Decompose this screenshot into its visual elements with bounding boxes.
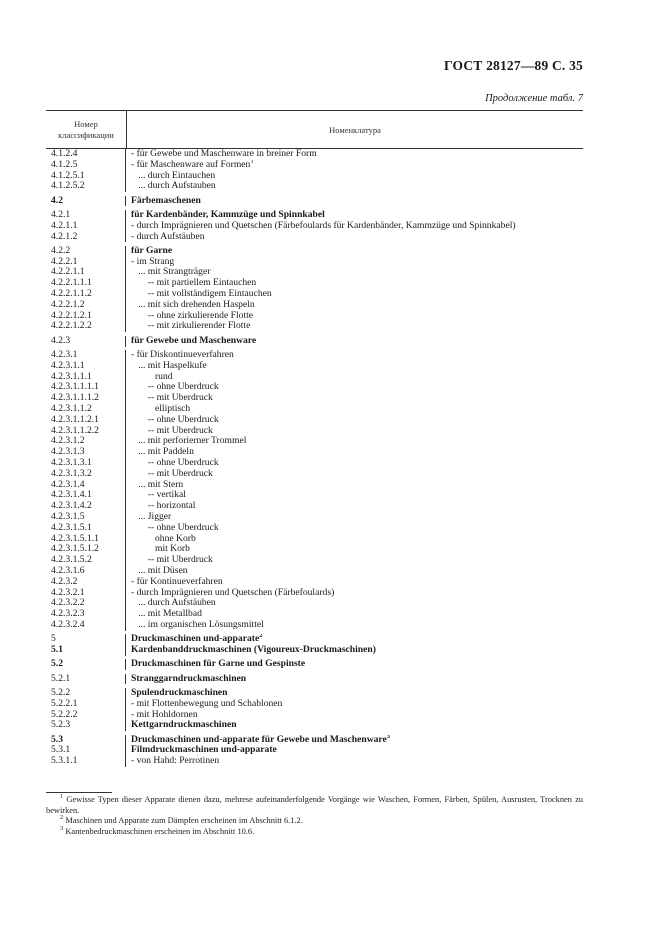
nomenclature-text: Druckmaschinen und-apparate für Gewebe und Maschenware [131, 734, 387, 745]
nomenclature-name [126, 566, 583, 577]
nomenclature-text: - mit Hohldornen [131, 709, 198, 720]
table-row [46, 181, 583, 192]
table-header [46, 111, 583, 149]
nomenclature-text: mit Korb [131, 544, 190, 555]
nomenclature-name [126, 436, 583, 447]
table-row [46, 720, 583, 731]
table-row [46, 278, 583, 289]
classification-code: 5.2.2.1 [46, 699, 126, 710]
nomenclature-name [126, 361, 583, 372]
classification-code: 4.2.3.1.1.1.1 [46, 382, 126, 393]
table-row [46, 523, 583, 534]
footnote [46, 795, 583, 816]
nomenclature-text: - für Maschenware auf Formen [131, 159, 251, 170]
footnote [46, 824, 583, 838]
table-row [46, 415, 583, 426]
classification-code: 4.2.3.2.1 [46, 588, 126, 599]
table-row [46, 512, 583, 523]
table-row [46, 257, 583, 268]
table-row [46, 232, 583, 243]
nomenclature-name [126, 372, 583, 383]
classification-code: 5.2.1 [46, 674, 126, 685]
nomenclature-text: Kardenbanddruckmaschinen (Vigoureux-Druckmaschinen) [131, 645, 376, 656]
nomenclature-name [126, 634, 583, 645]
nomenclature-text: - mit Flottenbewegung und Schablonen [131, 698, 283, 709]
nomenclature-name [126, 501, 583, 512]
table-row [46, 699, 583, 710]
nomenclature-text: -- ohne Überdruck [131, 414, 219, 425]
nomenclature-name [126, 659, 583, 670]
classification-code: 4.2.3.1.1.1 [46, 372, 126, 383]
nomenclature-text: rund [131, 371, 173, 382]
nomenclature-text: ... mit Strangträger [131, 267, 211, 278]
table-row [46, 210, 583, 221]
nomenclature-text: ... mit Düsen [131, 565, 188, 576]
table-row [46, 160, 583, 171]
nomenclature-name [126, 710, 583, 721]
classification-code: 4.2.3.2.3 [46, 609, 126, 620]
classification-code: 4.1.2.4 [46, 149, 126, 160]
nomenclature-name [126, 480, 583, 491]
nomenclature-name [126, 246, 583, 257]
footnote-ref: 3 [386, 734, 391, 740]
nomenclature-text: Druckmaschinen für Garne und Gespinste [131, 659, 306, 670]
nomenclature-text: für Kardenbänder, Kammzüge und Spinnkabel [131, 209, 325, 220]
classification-code: 4.2.3.1.5.2 [46, 555, 126, 566]
classification-code: 4.2.3.1.4.2 [46, 501, 126, 512]
nomenclature-text: für Gewebe und Maschenware [131, 335, 257, 346]
nomenclature-text: -- mit Überdruck [131, 425, 213, 436]
classification-code: 4.2.3.1.4.1 [46, 490, 126, 501]
nomenclature-name [126, 393, 583, 404]
nomenclature-name [126, 171, 583, 182]
classification-code: 5 [46, 634, 126, 645]
nomenclature-name [126, 447, 583, 458]
table-row [46, 566, 583, 577]
footnote-text: Kantenbedruckmaschinen erscheinen im Abschnitt 10.6. [63, 826, 255, 836]
table-row [46, 710, 583, 721]
nomenclature-text: -- mit partiellem Eintauchen [131, 278, 257, 289]
nomenclature-name [126, 490, 583, 501]
nomenclature-name [126, 645, 583, 656]
nomenclature-name [126, 609, 583, 620]
table-row [46, 674, 583, 685]
classification-code: 4.2.2.1.1.1 [46, 278, 126, 289]
nomenclature-text: ... im organischen Lösungsmittel [131, 619, 264, 630]
table-row [46, 688, 583, 699]
nomenclature-text: ... mit Stern [131, 479, 184, 490]
nomenclature-text: Druckmaschinen und-apparate [131, 634, 260, 645]
page-header: ГОСТ 28127—89 С. 35 [444, 58, 583, 73]
classification-code: 5.3.1.1 [46, 756, 126, 767]
nomenclature-text: ... durch Eintauchen [131, 170, 216, 181]
nomenclature-name [126, 458, 583, 469]
table-row [46, 745, 583, 756]
nomenclature-text: - durch Imprägnieren und Quetschen (Färbefoulards) [131, 587, 335, 598]
nomenclature-name [126, 278, 583, 289]
nomenclature-text: ... durch Aufstäuben [131, 598, 216, 609]
classification-code: 4.2.3.1.1.2.1 [46, 415, 126, 426]
nomenclature-name [126, 311, 583, 322]
classification-code: 4.2.3.1.3.1 [46, 458, 126, 469]
nomenclature-name [126, 688, 583, 699]
nomenclature-text: -- ohne Überdruck [131, 458, 219, 469]
classification-code: 5.2.3 [46, 720, 126, 731]
nomenclature-text: Filmdruckmaschinen und-apparate [131, 745, 277, 756]
nomenclature-text: ohne Korb [131, 533, 196, 544]
table-row [46, 577, 583, 588]
nomenclature-name [126, 149, 583, 160]
nomenclature-name [126, 620, 583, 631]
table-row [46, 372, 583, 383]
nomenclature-text: ... mit Paddeln [131, 447, 194, 458]
nomenclature-text: - für Diskontinueverfahren [131, 350, 234, 361]
classification-code: 5.2.2 [46, 688, 126, 699]
footnote-mark: 3 [60, 824, 64, 832]
classification-code: 4.2.1 [46, 210, 126, 221]
table-row [46, 634, 583, 645]
nomenclature-text: -- mit vollständigem Eintauchen [131, 289, 272, 300]
nomenclature-text: ... mit Haspelkufe [131, 360, 207, 371]
table-row [46, 289, 583, 300]
nomenclature-name [126, 221, 583, 232]
nomenclature-name [126, 289, 583, 300]
footnote-divider [46, 792, 112, 793]
table-row [46, 469, 583, 480]
nomenclature-name [126, 404, 583, 415]
nomenclature-text: -- mit zirkulierender Flotte [131, 321, 251, 332]
classification-code: 4.2.3.1.5.1.1 [46, 534, 126, 545]
footnote-ref: 1 [250, 159, 254, 165]
nomenclature-name [126, 588, 583, 599]
nomenclature-text: für Garne [131, 245, 173, 256]
table-row [46, 555, 583, 566]
nomenclature-text: - durch Imprägnieren und Quetschen (Färbefoulards für Kardenbänder, Kammzüge und Spinnkabel) [131, 220, 516, 231]
nomenclature-name [126, 321, 583, 332]
nomenclature-name [126, 512, 583, 523]
table-row [46, 735, 583, 746]
column-header-name: Номенклатура [329, 124, 381, 135]
nomenclature-text: ... durch Aufstauben [131, 181, 216, 192]
nomenclature-name [126, 745, 583, 756]
classification-code: 4.2.1.1 [46, 221, 126, 232]
classification-code: 4.2.3.1.1.2 [46, 404, 126, 415]
classification-code: 4.2.3.1.5.1 [46, 523, 126, 534]
classification-code: 4.2.3.1.3.2 [46, 469, 126, 480]
nomenclature-text: Färbemaschenen [131, 195, 201, 206]
table-row [46, 171, 583, 182]
table-row [46, 336, 583, 347]
table-row [46, 598, 583, 609]
table-row [46, 447, 583, 458]
classification-code: 4.1.2.5 [46, 160, 126, 171]
footnote-mark: 2 [60, 814, 64, 821]
nomenclature-text: -- vertikal [131, 490, 186, 501]
table-row [46, 534, 583, 545]
table-row [46, 350, 583, 361]
table-row [46, 321, 583, 332]
nomenclature-name [126, 257, 583, 268]
classification-code: 4.2.3.2.4 [46, 620, 126, 631]
table-row [46, 196, 583, 207]
nomenclature-text: ... mit perforierner Trommel [131, 436, 247, 447]
nomenclature-name [126, 415, 583, 426]
footnote-mark: 1 [60, 793, 64, 800]
table-row [46, 149, 583, 160]
classification-code: 4.2.3.2.2 [46, 598, 126, 609]
classification-code: 4.2.2.1.1.2 [46, 289, 126, 300]
classification-code: 4.2.3.1.5 [46, 512, 126, 523]
classification-code: 5.1 [46, 645, 126, 656]
nomenclature-name [126, 720, 583, 731]
classification-code: 4.2.3.2 [46, 577, 126, 588]
nomenclature-text: -- ohne Überdruck [131, 522, 219, 533]
nomenclature-text: elliptisch [131, 404, 191, 415]
nomenclature-name [126, 350, 583, 361]
nomenclature-name [126, 382, 583, 393]
nomenclature-name [126, 735, 583, 746]
nomenclature-text: -- mit Überdruck [131, 393, 213, 404]
nomenclature-name [126, 523, 583, 534]
classification-code: 4.2.2.1.2.1 [46, 311, 126, 322]
table-row [46, 404, 583, 415]
classification-code: 4.1.2.5.1 [46, 171, 126, 182]
nomenclature-name [126, 426, 583, 437]
nomenclature-name [126, 196, 583, 207]
table-row [46, 501, 583, 512]
classification-code: 4.2.3.1 [46, 350, 126, 361]
nomenclature-name [126, 598, 583, 609]
classification-code: 4.2.3.1.4 [46, 480, 126, 491]
nomenclature-name [126, 210, 583, 221]
nomenclature-name [126, 555, 583, 566]
classification-code: 4.2 [46, 196, 126, 207]
nomenclature-name [126, 469, 583, 480]
table-row [46, 645, 583, 656]
classification-code: 4.2.2.1.2.2 [46, 321, 126, 332]
nomenclature-text: ... Jigger [131, 512, 172, 522]
footnote-text: Maschinen und Apparate zum Dämpfen erscheinen im Abschnitt 6.1.2. [63, 816, 303, 825]
table-row [46, 300, 583, 311]
nomenclature-text: Kettgarndruckmaschinen [131, 720, 237, 731]
table-row [46, 458, 583, 469]
table-continuation-note: Продолжение табл. 7 [485, 93, 583, 104]
table-row [46, 490, 583, 501]
classification-code: 4.2.3.1.5.1.2 [46, 544, 126, 555]
nomenclature-name [126, 232, 583, 243]
nomenclature-name [126, 336, 583, 347]
footnote-ref: 2 [259, 634, 263, 640]
classification-code: 4.2.3.1.3 [46, 447, 126, 458]
nomenclature-text: -- mit Überdruck [131, 468, 213, 479]
table-row [46, 436, 583, 447]
classification-code: 5.2.2.2 [46, 710, 126, 721]
classification-code: 4.2.2.1 [46, 257, 126, 268]
table-row [46, 480, 583, 491]
nomenclature-name [126, 756, 583, 767]
nomenclature-text: -- ohne Überdruck [131, 382, 219, 393]
nomenclature-name [126, 181, 583, 192]
table-row [46, 756, 583, 767]
nomenclature-name [126, 544, 583, 555]
nomenclature-name [126, 534, 583, 545]
table-row [46, 544, 583, 555]
table-row [46, 246, 583, 257]
table-row [46, 609, 583, 620]
nomenclature-text: ... mit Metallbad [131, 609, 202, 620]
classification-code: 5.2 [46, 659, 126, 670]
classification-code: 4.2.3.1.6 [46, 566, 126, 577]
classification-table [46, 110, 583, 767]
nomenclature-text: -- ohne zirkulierende Flotte [131, 310, 254, 321]
classification-code: 4.2.3.1.1.1.2 [46, 393, 126, 404]
table-row [46, 588, 583, 599]
table-row [46, 620, 583, 631]
column-header-code: Номер классификации [46, 111, 127, 148]
classification-code: 4.2.3.1.2 [46, 436, 126, 447]
nomenclature-text: - für Kontinueverfahren [131, 576, 223, 587]
nomenclature-text: - im Strang [131, 256, 175, 267]
classification-code: 4.2.2 [46, 246, 126, 257]
nomenclature-text: - durch Aufstäuben [131, 231, 205, 242]
nomenclature-text: -- mit Überdruck [131, 555, 213, 566]
classification-code: 4.2.3.1.1.2.2 [46, 426, 126, 437]
table-body [46, 149, 583, 767]
nomenclature-name [126, 300, 583, 311]
nomenclature-text: Spulendruckmaschinen [131, 687, 228, 698]
table-row [46, 426, 583, 437]
nomenclature-name [126, 160, 583, 171]
classification-code: 4.2.3 [46, 336, 126, 347]
table-row [46, 267, 583, 278]
footnotes [46, 795, 583, 837]
nomenclature-name [126, 674, 583, 685]
classification-code: 4.2.3.1.1 [46, 361, 126, 372]
nomenclature-name [126, 699, 583, 710]
table-row [46, 311, 583, 322]
classification-code: 5.3.1 [46, 745, 126, 756]
table-row [46, 659, 583, 670]
table-row [46, 361, 583, 372]
nomenclature-text: -- horizontal [131, 501, 196, 512]
classification-code: 4.2.2.1.1 [46, 267, 126, 278]
table-row [46, 393, 583, 404]
nomenclature-name [126, 267, 583, 278]
table-row [46, 221, 583, 232]
classification-code: 4.2.1.2 [46, 232, 126, 243]
nomenclature-text: - für Gewebe und Maschenware in breiner Form [131, 149, 317, 159]
table-row [46, 382, 583, 393]
nomenclature-text: - von Hahd: Perrotinen [131, 756, 220, 767]
nomenclature-text: ... mit sich drehenden Haspeln [131, 299, 255, 310]
footnote-text: Gewisse Typen dieser Apparate dienen dazu, mehrese aufeinanderfolgende Vorgänge wie Waschen, Formen, Färben, Spülen, Ausrusten, Trocknen zu bewirken. [46, 795, 583, 815]
nomenclature-text: Stranggarndruckmaschinen [131, 673, 247, 684]
footnote [46, 816, 583, 827]
nomenclature-name [126, 577, 583, 588]
classification-code: 5.3 [46, 735, 126, 746]
classification-code: 4.2.2.1.2 [46, 300, 126, 311]
classification-code: 4.1.2.5.2 [46, 181, 126, 192]
